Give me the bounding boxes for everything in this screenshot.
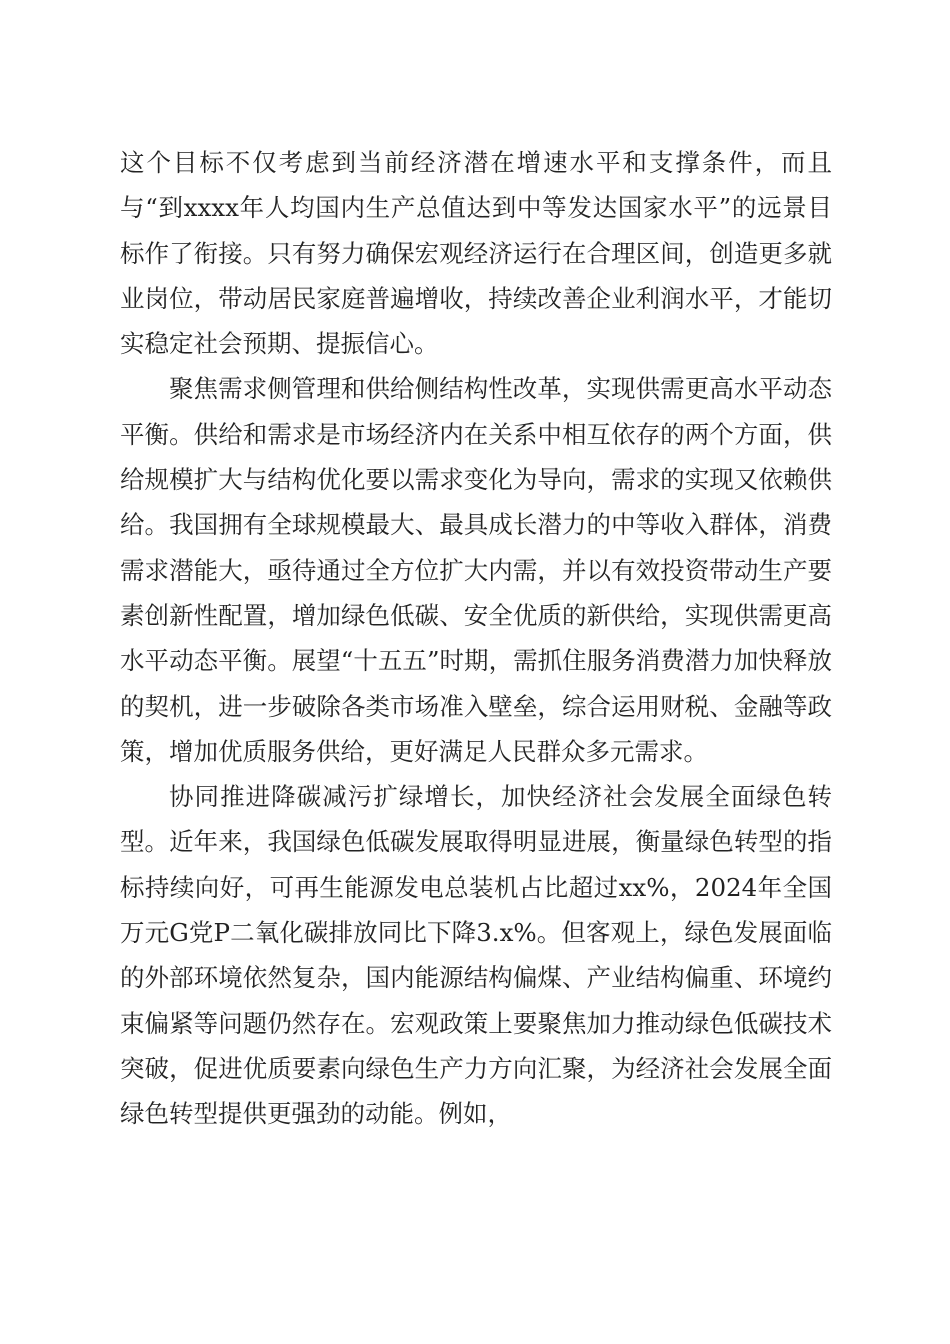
document-body <box>120 140 832 1137</box>
paragraph-supply-demand: 聚焦需求侧管理和供给侧结构性改革，实现供需更高水平动态平衡。供给和需求是市场经济内在关系中相互依存的两个方面，供给规模扩大与结构优化要以需求变化为导向，需求的实现又依赖供给。我国拥有全球规模最大、最具成长潜力的中等收入群体，消费需求潜能大，亟待通过全方位扩大内需，并以有效投资带动生产要素创新性配置，增加绿色低碳、安全优质的新供给，实现供需更高水平动态平衡。展望“十五五”时期，需抓住服务消费潜力加快释放的契机，进一步破除各类市场准入壁垒，综合运用财税、金融等政策，增加优质服务供给，更好满足人民群众多元需求。 <box>120 374 832 766</box>
paragraph-green-transition: 协同推进降碳减污扩绿增长，加快经济社会发展全面绿色转型。近年来，我国绿色低碳发展取得明显进展，衡量绿色转型的指标持续向好，可再生能源发电总装机占比超过xx%，2024年全国万元G党P二氧化碳排放同比下降3.x%。但客观上，绿色发展面临的外部环境依然复杂，国内能源结构偏煤、产业结构偏重、环境约束偏紧等问题仍然存在。宏观政策上要聚焦加力推动绿色低碳技术突破，促进优质要素向绿色生产力方向汇聚，为经济社会发展全面绿色转型提供更强劲的动能。例如， <box>120 782 832 1129</box>
paragraph-continuation: 这个目标不仅考虑到当前经济潜在增速水平和支撑条件，而且与“到xxxx年人均国内生产总值达到中等发达国家水平”的远景目标作了衔接。只有努力确保宏观经济运行在合理区间，创造更多就业岗位，带动居民家庭普遍增收，持续改善企业利润水平，才能切实稳定社会预期、提振信心。 <box>120 148 832 359</box>
